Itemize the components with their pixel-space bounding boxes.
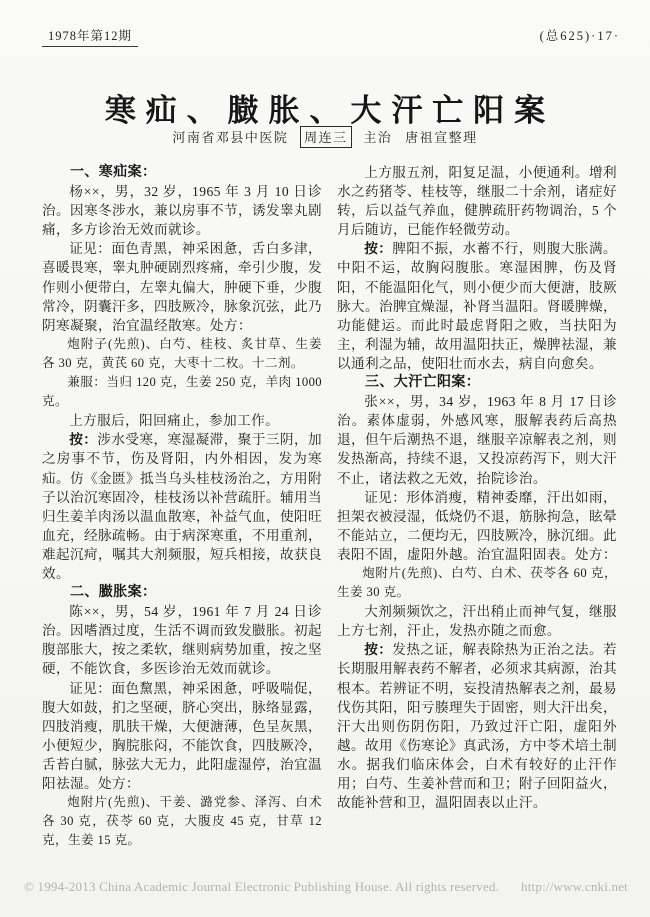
paragraph-bold-prefix: 按： — [69, 432, 98, 448]
author-name: 周连三 — [300, 126, 352, 148]
copyright-text: © 1994-2013 China Academic Journal Electronic Publishing House. All rights reserved. — [24, 879, 500, 894]
article-title: 寒疝、臌胀、大汗亡阳案 — [104, 92, 556, 128]
editor-credit: 唐祖宣整理 — [405, 130, 478, 145]
left-column — [42, 163, 322, 850]
watermark-url: http://www.cnki.net — [521, 879, 628, 894]
content-columns — [42, 163, 617, 850]
journal-issue: 1978年第12期 — [42, 26, 138, 47]
section-heading: 三、大汗亡阳案： — [365, 375, 481, 391]
body-paragraph: 按：脾阳不振，水蓄不行，则腹大胀满。中阳不运，故胸闷腹胀。寒湿困脾，伤及肾阳，不能温阳化气，则小便少而大便溏，肢厥脉大。治脾宜燥湿，补肾当温阳。肾暖脾燥，功能健运。而此时最虑肾阳之败，当扶阳为主，利湿为辅，故用温阳扶正，燥脾祛湿，兼以通利之品，使阳壮而水去，病自向愈矣。 — [337, 241, 617, 371]
body-paragraph: 陈××，男，54 岁，1961 年 7 月 24 日诊治。因嗜酒过度，生活不调而致发臌胀。初起腹部胀大，按之柔软，继则病势加重，按之坚硬，不能饮食，多医诊治无效而就诊。 — [42, 604, 322, 677]
body-paragraph: 大剂频频饮之，汗出稍止而神气复，继服上方七剂，汗止，发热亦随之而愈。 — [337, 604, 617, 639]
footer-watermark — [24, 879, 628, 895]
body-paragraph: 张××，男，34 岁，1963 年 8 月 17 日诊治。素体虚弱，外感风寒，服解表药后高热退，但午后潮热不退，继服辛凉解表之剂，则发热渐高，持续不退，又投凉药泻下，则大汗不止，诸法救之无效，抬院诊治。 — [337, 394, 617, 486]
section-heading: 二、臌胀案： — [70, 585, 157, 601]
prescription-paragraph: 兼服：当归 120 克，生姜 250 克，羊肉 1000 克。 — [42, 375, 322, 409]
prescription-paragraph: 炮附片(先煎)、干姜、潞党参、泽泻、白术各 30 克，茯苓 60 克，大腹皮 45 克，甘草 12 克，生姜 15 克。 — [42, 795, 322, 848]
byline — [0, 126, 650, 148]
page-number: (总625)·17· — [539, 29, 620, 43]
paragraph-bold-prefix: 按： — [364, 642, 393, 658]
right-column — [337, 163, 617, 850]
section-heading: 一、寒疝案： — [70, 165, 157, 180]
author-role: 主治 — [363, 130, 393, 145]
body-paragraph: 上方服后，阳回痛止，参加工作。 — [69, 413, 280, 429]
prescription-paragraph: 炮附片(先煎)、白芍、白术、茯苓各 60 克，生姜 30 克。 — [337, 565, 617, 600]
body-paragraph: 按：发热之证，解表除热为正治之法。若长期服用解表药不解者，必须求其病源，治其根本。若辨证不明，妄投清热解表之剂，最易伐伤其阳，阳亏腠理失于固密，则大汗出矣，汗大出则伤阴伤阳，乃致过汗亡阳，虚阳外越。故用《伤寒论》真武汤，方中苓术培土制水。据我们临床体会，白术有较好的止汗作用；白芍、生姜补营而和卫；附子回阳益火，故能补营和卫，温阳固表以止汗。 — [337, 642, 617, 811]
prescription-paragraph: 炮附子(先煎)、白芍、桂枝、炙甘草、生姜各 30 克，黄芪 60 克，大枣十二枚。十二剂。 — [42, 336, 322, 370]
body-paragraph: 上方服五剂，阳复足温，小便通利。增利水之药猪苓、桂枝等，继服二十余剂，诸症好转，后以益气养血，健脾疏肝药物调治，5 个月后随访，已能作轻微劳动。 — [337, 165, 617, 238]
body-paragraph: 证见：面色黧黑，神采困惫，呼吸喘促，腹大如鼓，扪之坚硬，脐心突出，脉络显露，四肢消瘦，肌肤干燥，大便溏薄，色呈灰黑，小便短少，胸脘胀闷，不能饮食，四肢厥冷，舌苔白腻，脉弦大无力，此阳虚湿停，治宜温阳祛湿。处方： — [42, 680, 322, 791]
body-paragraph: 杨××，男，32 岁，1965 年 3 月 10 日诊治。因寒冬涉水，兼以房事不节，诱发睾丸剧痛，多方诊治无效而就诊。 — [42, 184, 322, 238]
body-paragraph: 证见：形体消瘦，精神委靡，汗出如雨，担架衣被浸湿，低烧仍不退，筋脉拘急，眩晕不能站立，二便均无，四肢厥冷，脉沉细。此表阳不固，虚阳外越。治宜温阳固表。处方： — [337, 489, 617, 562]
body-paragraph: 证见：面色青黑，神采困惫，舌白多津，喜暖畏寒，睾丸肿硬剧烈疼痛，牵引少腹，发作则小便带白，左睾丸偏大，肿硬下垂，少腹常冷，阴囊汗多，四肢厥冷，脉象沉弦，此乃阴寒凝聚，治宜温经散寒。处方： — [42, 241, 322, 333]
page-header — [42, 26, 620, 47]
affiliation: 河南省邓县中医院 — [172, 130, 289, 145]
body-paragraph: 按：涉水受寒，寒湿凝滞，聚于三阴，加之房事不节，伤及肾阳，内外相因，发为寒疝。仿《金匮》抵当乌头桂枝汤治之，方用附子以治沉寒固冷，桂枝汤以补营疏肝。辅用当归生姜羊肉汤以温血散寒，补益气血，使阳旺血充，经脉疏畅。由于病深寒重，不用重剂，难起沉疴，嘱其大剂频服，短兵相接，故获良效。 — [42, 432, 322, 581]
paragraph-bold-prefix: 按： — [364, 241, 393, 257]
